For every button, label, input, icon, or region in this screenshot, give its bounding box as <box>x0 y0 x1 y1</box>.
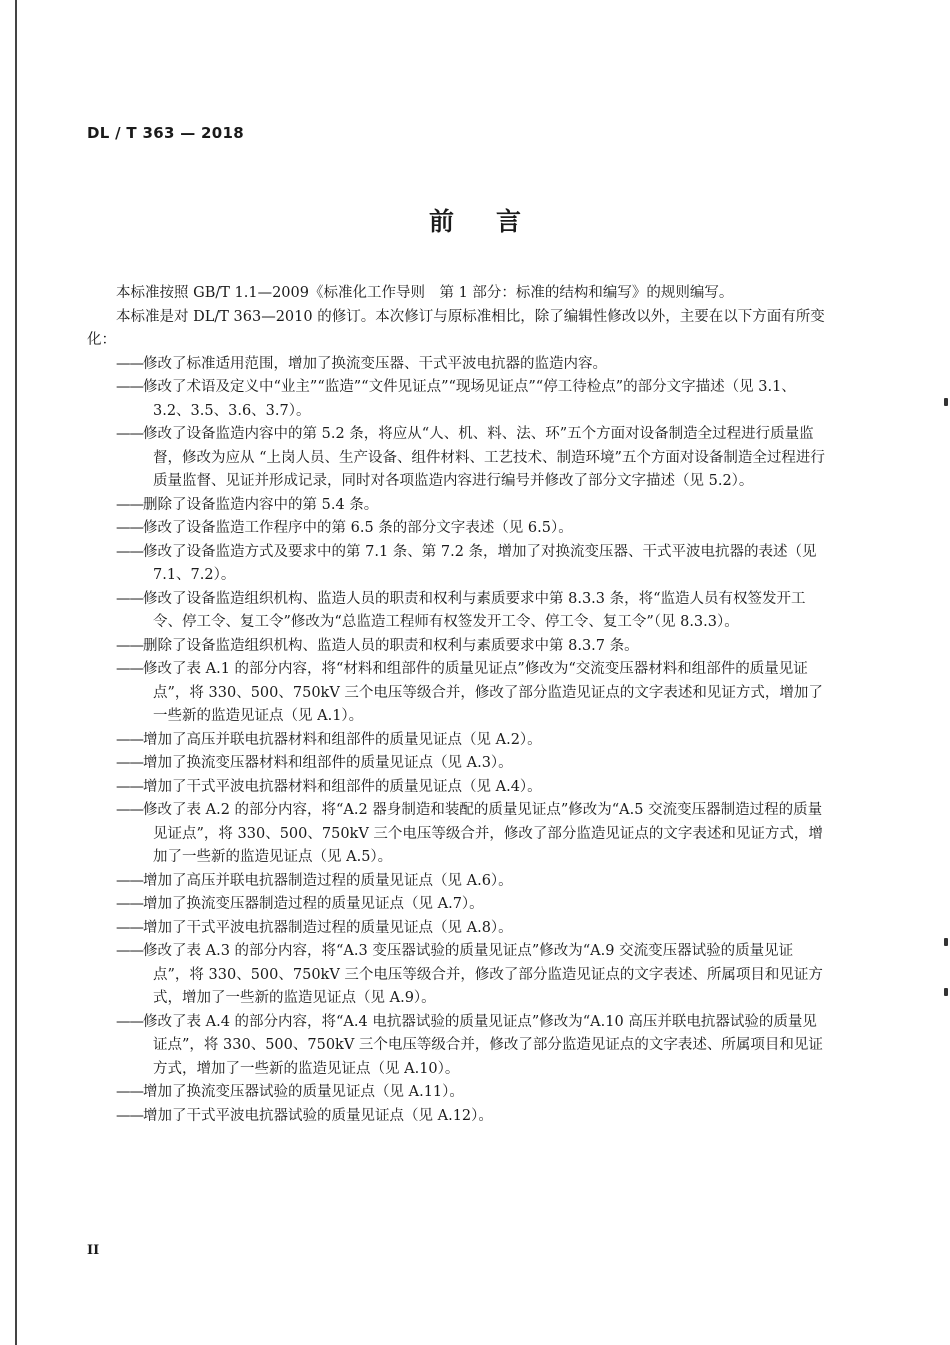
intro-paragraph: 本标准是对 DL/T 363—2010 的修订。本次修订与原标准相比，除了编辑性修改以外，主要在以下方面有所变化： <box>87 308 825 348</box>
change-item <box>87 541 829 588</box>
change-item-text: 修改了表 A.2 的部分内容，将“A.2 器身制造和装配的质量见证点”修改为“A.5 交流变压器制造过程的质量见证点”，将 330、500、750kV 三个电压等级合并，修改了部分监造见证点的文字表述和见证方式，增加了一些新的监造见证点（见 A.5）。 <box>143 802 823 865</box>
change-item-text: 增加了高压并联电抗器制造过程的质量见证点（见 A.6）。 <box>143 872 513 889</box>
change-item <box>87 752 829 776</box>
dash-marker: —— <box>116 379 143 395</box>
change-list <box>87 353 829 1129</box>
change-item-text: 修改了设备监造内容中的第 5.2 条，将应从“人、机、料、法、环”五个方面对设备制造全过程进行质量监督，修改为应从 “上岗人员、生产设备、组件材料、工艺技术、制造环境”五个方面对设备制造全过程进行质量监督、见证并形成记录，同时对各项监造内容进行编号并修改了部分文字描述（见 5.2）。 <box>143 426 825 489</box>
change-item <box>87 776 829 800</box>
page-title: 前言 <box>428 207 563 236</box>
dash-marker: —— <box>116 1107 143 1124</box>
page-edge-mark <box>944 938 948 946</box>
change-item <box>87 423 829 494</box>
dash-marker: —— <box>116 943 143 959</box>
change-item-text: 修改了设备监造组织机构、监造人员的职责和权利与素质要求中第 8.3.3 条，将“监造人员有权签发开工令、停工令、复工令”修改为“总监造工程师有权签发开工令、停工令、复工令”（见 8.3.3）。 <box>143 590 806 630</box>
dash-marker: —— <box>116 637 143 654</box>
change-item <box>87 729 829 753</box>
dash-marker: —— <box>116 872 143 889</box>
change-item-text: 增加了换流变压器材料和组部件的质量见证点（见 A.3）。 <box>143 755 513 771</box>
dash-marker: —— <box>116 755 143 771</box>
change-item <box>87 1081 829 1105</box>
change-item <box>87 658 829 729</box>
change-item <box>87 799 829 870</box>
change-item-text: 增加了换流变压器试验的质量见证点（见 A.11）。 <box>143 1084 464 1100</box>
dash-marker: —— <box>116 1013 143 1030</box>
dash-marker: —— <box>116 590 143 607</box>
dash-marker: —— <box>116 355 143 372</box>
change-item-text: 增加了干式平波电抗器试验的质量见证点（见 A.12）。 <box>143 1107 493 1124</box>
dash-marker: —— <box>116 778 143 795</box>
change-item <box>87 1011 829 1082</box>
dash-marker: —— <box>116 802 143 818</box>
page-edge-mark <box>944 398 948 406</box>
change-item <box>87 940 829 1011</box>
standard-code: DL / T 363 — 2018 <box>87 124 244 142</box>
change-item-text: 修改了标准适用范围，增加了换流变压器、干式平波电抗器的监造内容。 <box>143 355 607 372</box>
dash-marker: —— <box>116 520 143 536</box>
change-item <box>87 517 829 541</box>
change-item <box>87 635 829 659</box>
dash-marker: —— <box>116 496 143 513</box>
dash-marker: —— <box>116 661 143 677</box>
change-item-text: 删除了设备监造内容中的第 5.4 条。 <box>143 496 379 513</box>
change-item-text: 修改了术语及定义中“业主”“监造”“文件见证点”“现场见证点”“停工待检点”的部分文字描述（见 3.1、3.2、3.5、3.6、3.7）。 <box>143 379 796 419</box>
change-item <box>87 1105 829 1129</box>
change-item <box>87 893 829 917</box>
change-item <box>87 870 829 894</box>
change-item-text: 修改了表 A.4 的部分内容，将“A.4 电抗器试验的质量见证点”修改为“A.10 高压并联电抗器试验的质量见证点”，将 330、500、750kV 三个电压等级合并，修改了部分监造见证点的文字表述、所属项目和见证方式，增加了一些新的监造见证点（见 A.10）。 <box>143 1013 823 1077</box>
intro-paragraph: 本标准按照 GB/T 1.1—2009《标准化工作导则 第 1 部分：标准的结构和编写》的规则编写。 <box>116 285 734 301</box>
dash-marker: —— <box>116 896 143 912</box>
change-item-text: 修改了表 A.1 的部分内容，将“材料和组部件的质量见证点”修改为“交流变压器材料和组部件的质量见证点”，将 330、500、750kV 三个电压等级合并，修改了部分监造见证点的文字表述和见证方式，增加了一些新的监造见证点（见 A.1）。 <box>143 661 823 724</box>
change-item-text: 增加了干式平波电抗器材料和组部件的质量见证点（见 A.4）。 <box>143 778 542 795</box>
change-item <box>87 917 829 941</box>
dash-marker: —— <box>116 919 143 936</box>
change-item <box>87 376 829 423</box>
foreword-body <box>87 282 829 1128</box>
change-item-text: 删除了设备监造组织机构、监造人员的职责和权利与素质要求中第 8.3.7 条。 <box>143 637 639 654</box>
change-item <box>87 588 829 635</box>
dash-marker: —— <box>116 426 143 442</box>
page-number: II <box>87 1243 100 1258</box>
change-item <box>87 353 829 377</box>
dash-marker: —— <box>116 1084 143 1100</box>
change-item-text: 修改了设备监造工作程序中的第 6.5 条的部分文字表述（见 6.5）。 <box>143 520 573 536</box>
dash-marker: —— <box>116 543 143 560</box>
change-item-text: 修改了表 A.3 的部分内容，将“A.3 变压器试验的质量见证点”修改为“A.9 交流变压器试验的质量见证点”，将 330、500、750kV 三个电压等级合并，修改了部分监造见证点的文字表述、所属项目和见证方式，增加了一些新的监造见证点（见 A.9）。 <box>143 943 823 1006</box>
change-item-text: 增加了换流变压器制造过程的质量见证点（见 A.7）。 <box>143 896 484 912</box>
page-edge-mark <box>944 988 948 996</box>
change-item-text: 增加了干式平波电抗器制造过程的质量见证点（见 A.8）。 <box>143 919 513 936</box>
change-item-text: 增加了高压并联电抗器材料和组部件的质量见证点（见 A.2）。 <box>143 731 542 748</box>
change-item <box>87 494 829 518</box>
change-item-text: 修改了设备监造方式及要求中的第 7.1 条、第 7.2 条，增加了对换流变压器、干式平波电抗器的表述（见 7.1、7.2）。 <box>143 543 817 583</box>
dash-marker: —— <box>116 731 143 748</box>
